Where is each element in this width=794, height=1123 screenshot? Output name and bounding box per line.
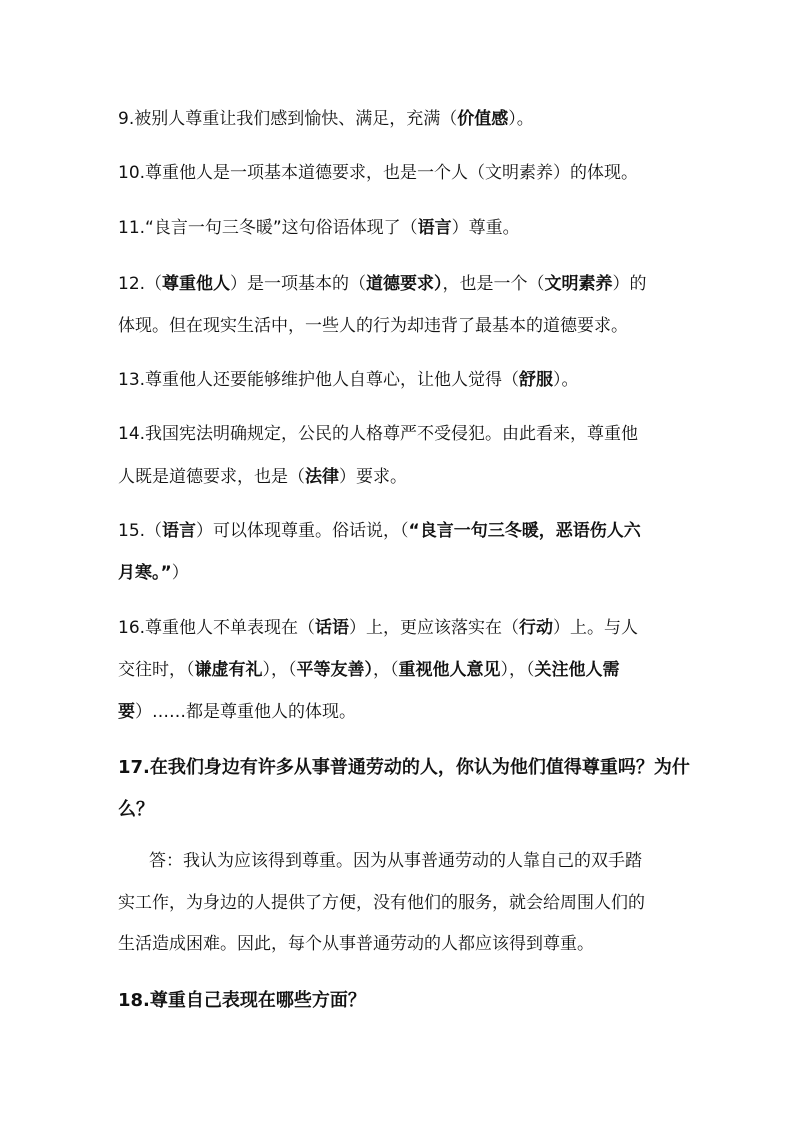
- q10-line-1: [118, 162, 718, 184]
- answer-text: 价值感: [457, 109, 509, 129]
- question-text: ），（: [500, 660, 535, 680]
- question-text: 10.尊重他人是一项基本道德要求，也是一个人（文明素养）的体现。: [118, 163, 639, 183]
- question-text: 交往时，（: [118, 660, 195, 680]
- question-text: 人既是道德要求，也是（: [118, 467, 305, 487]
- question-text: ）可以体现尊重。俗话说，（: [196, 521, 409, 541]
- answer-text: 尊重他人: [162, 274, 231, 294]
- question-text: ）……都是尊重他人的体现。: [135, 702, 356, 722]
- question-text: ），（: [262, 660, 297, 680]
- question-text: ）尊重。: [451, 218, 520, 238]
- question-text: ）的: [612, 274, 647, 294]
- q17-answer-line-2: 实工作，为身边的人提供了方便，没有他们的服务，就会给周围人们的: [118, 893, 645, 913]
- question-text: 11.“良言一句三冬暖”这句俗语体现了（: [118, 218, 418, 238]
- q15-line-1: [118, 520, 718, 542]
- question-text: 体现。但在现实生活中，一些人的行为却违背了最基本的道德要求。: [118, 316, 628, 336]
- answer-text: 舒服: [519, 370, 554, 390]
- question-text: 13.尊重他人还要能够维护他人自尊心，让他人觉得（: [118, 370, 520, 390]
- q9-line-1: [118, 108, 718, 130]
- q16-line-2: [118, 659, 718, 681]
- question-text: 12.（: [118, 274, 163, 294]
- answer-text: 话语: [315, 618, 350, 638]
- q12-line-1: [118, 273, 718, 295]
- question-text: 16.尊重他人不单表现在（: [118, 618, 316, 638]
- q11-line-1: [118, 217, 718, 239]
- question-text: ）上。与人: [553, 618, 639, 638]
- q17-question-line-2: 么？: [118, 799, 154, 820]
- question-text: 15.（: [118, 521, 163, 541]
- question-text: 14.我国宪法明确规定，公民的人格尊严不受侵犯。由此看来，尊重他: [118, 424, 639, 444]
- q17-question-line-1: 17.在我们身边有许多从事普通劳动的人，你认为他们值得尊重吗？为什: [118, 757, 690, 778]
- q16-line-3: [118, 701, 718, 723]
- answer-text: 道德要求）: [366, 274, 443, 294]
- answer-text: 关注他人需: [534, 660, 620, 680]
- answer-text: 文明素养: [544, 274, 613, 294]
- question-text: 9.被别人尊重让我们感到愉快、满足，充满（: [118, 109, 458, 129]
- question-text: ）: [171, 563, 189, 583]
- q17-answer-line-1: 答：我认为应该得到尊重。因为从事普通劳动的人靠自己的双手踏: [149, 851, 642, 871]
- question-text: ）要求。: [339, 467, 407, 487]
- answer-text: 平等友善）: [296, 660, 373, 680]
- q18-question: 18.尊重自己表现在哪些方面？: [118, 990, 366, 1011]
- q16-line-1: [118, 617, 718, 639]
- answer-text: 重视他人意见: [398, 660, 501, 680]
- answer-text: 法律: [305, 467, 339, 487]
- q15-line-2: [118, 562, 718, 584]
- q17-answer-line-3: 生活造成困难。因此，每个从事普通劳动的人都应该得到尊重。: [118, 934, 594, 954]
- q12-line-2: [118, 315, 718, 337]
- question-text: ）是一项基本的（: [230, 274, 367, 294]
- question-text: ）上，更应该落实在（: [349, 618, 520, 638]
- question-text: ）。: [553, 370, 579, 390]
- q14-line-2: [118, 466, 718, 488]
- answer-text: 月寒。”: [118, 563, 172, 583]
- question-text: ，（: [373, 660, 399, 680]
- answer-text: 谦虚有礼: [194, 660, 263, 680]
- answer-text: 语言: [417, 218, 452, 238]
- answer-text: “良言一句三冬暖，恶语伤人六: [408, 521, 641, 541]
- q13-line-1: [118, 369, 718, 391]
- answer-text: 要: [118, 702, 135, 722]
- answer-text: 语言: [162, 521, 197, 541]
- question-text: ）。: [508, 109, 534, 129]
- answer-text: 行动: [519, 618, 554, 638]
- q14-line-1: [118, 423, 718, 445]
- question-text: ，也是一个（: [442, 274, 545, 294]
